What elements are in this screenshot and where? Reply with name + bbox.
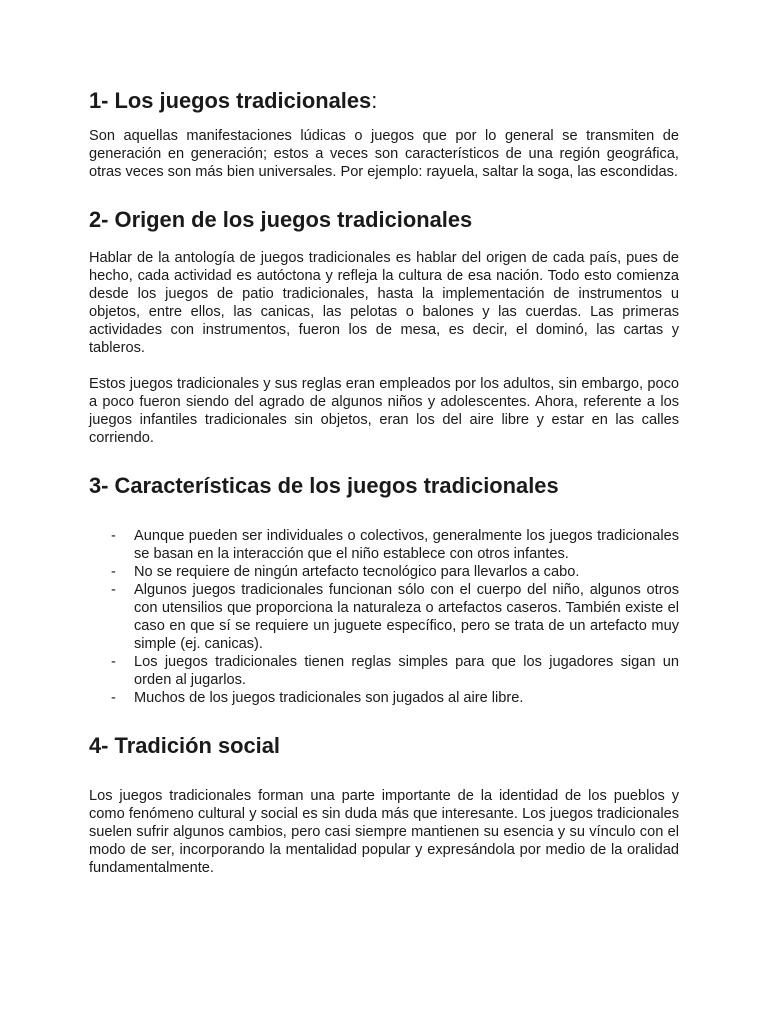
list-item <box>89 563 679 581</box>
section-3-heading: 3- Características de los juegos tradicionales <box>89 473 559 498</box>
bullet-dash: - <box>111 564 116 580</box>
section-1-paragraph-1: Son aquellas manifestaciones lúdicas o juegos que por lo general se transmiten de generación en generación; estos a veces son característicos de una región geográfica, otras veces son más bien universales. Por ejemplo: rayuela, saltar la soga, las escondidas. <box>89 128 679 180</box>
section-1-heading <box>89 88 679 113</box>
section-2-paragraph-1: Hablar de la antología de juegos tradicionales es hablar del origen de cada país, pues de hecho, cada actividad es autóctona y refleja la cultura de esa nación. Todo esto comienza desde los juegos de patio tradicionales, hasta la implementación de instrumentos u objetos, entre ellos, las canicas, las pelotas o balones y las cuerdas. Las primeras actividades con instrumentos, fueron los de mesa, es decir, el dominó, las cartas y tableros. <box>89 250 679 356</box>
list-item <box>89 527 679 563</box>
section-2-paragraph-2: Estos juegos tradicionales y sus reglas eran empleados por los adultos, sin embargo, poco a poco fueron siendo del agrado de algunos niños y adolescentes. Ahora, referente a los juegos infantiles tradicionales sin objetos, eran los del aire libre y estar en las calles corriendo. <box>89 376 679 446</box>
section-3-bullet-list <box>89 527 679 707</box>
section-1-heading-text: 1- Los juegos tradicionales <box>89 88 372 113</box>
list-item-text: Los juegos tradicionales tienen reglas simples para que los jugadores sigan un orden al jugarlos. <box>134 654 679 688</box>
bullet-dash: - <box>111 690 116 706</box>
bullet-dash: - <box>111 528 116 544</box>
bullet-dash: - <box>111 582 116 598</box>
list-item <box>89 581 679 653</box>
document-page <box>89 88 679 877</box>
list-item-text: Algunos juegos tradicionales funcionan sólo con el cuerpo del niño, algunos otros con utensilios que proporciona la naturaleza o artefactos caseros. También existe el caso en que sí se requiere un juguete específico, pero se trata de un artefacto muy simple (ej. canicas). <box>134 582 679 652</box>
section-2-heading: 2- Origen de los juegos tradicionales <box>89 207 473 232</box>
section-4-paragraph-1: Los juegos tradicionales forman una parte importante de la identidad de los pueblos y como fenómeno cultural y social es sin duda más que interesante. Los juegos tradicionales suelen sufrir algunos cambios, pero casi siempre mantienen su esencia y su vínculo con el modo de ser, incorporando la mentalidad popular y expresándola por medio de la oralidad fundamentalmente. <box>89 788 679 876</box>
list-item-text: Muchos de los juegos tradicionales son jugados al aire libre. <box>134 690 524 706</box>
section-1-heading-colon: : <box>371 88 378 113</box>
section-4-heading: 4- Tradición social <box>89 733 280 758</box>
bullet-dash: - <box>111 654 116 670</box>
list-item-text: Aunque pueden ser individuales o colectivos, generalmente los juegos tradicionales se basan en la interacción que el niño establece con otros infantes. <box>134 528 679 562</box>
list-item-text: No se requiere de ningún artefacto tecnológico para llevarlos a cabo. <box>134 564 580 580</box>
list-item <box>89 653 679 689</box>
list-item <box>89 689 679 707</box>
